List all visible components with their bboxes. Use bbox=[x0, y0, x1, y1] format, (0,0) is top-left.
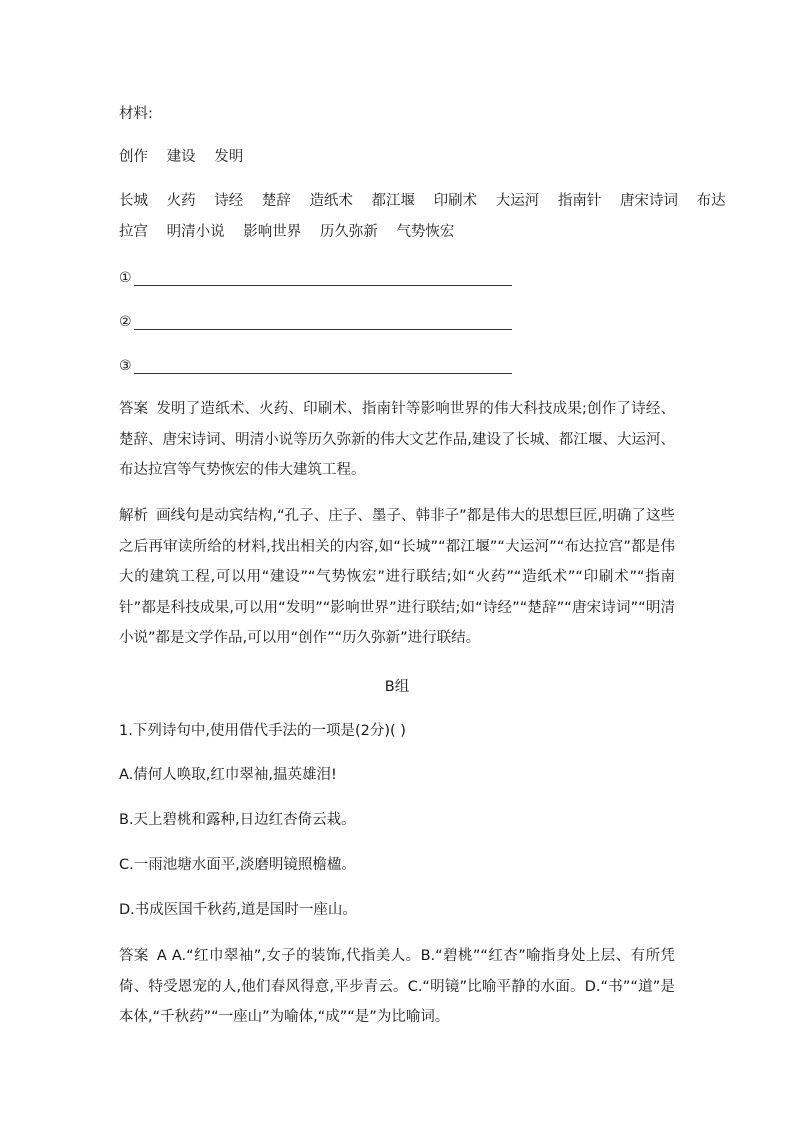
blank-number: ③ bbox=[119, 358, 132, 374]
blank-underline bbox=[134, 311, 512, 330]
option-a: A.倩何人唤取,红巾翠袖,揾英雄泪! bbox=[119, 767, 337, 783]
option-b: B.天上碧桃和露种,日边红杏倚云栽。 bbox=[119, 812, 356, 828]
material-word: 唐宋诗词 bbox=[619, 193, 678, 209]
answer-text: 发明了造纸术、火药、印刷术、指南针等影响世界的伟大科技成果;创作了诗经、楚辞、唐宋诗词、明清小说等历久弥新的伟大文艺作品,建设了长城、都江堰、大运河、布达拉宫等气势恢宏的伟大建筑工程。 bbox=[119, 401, 675, 478]
answer-blank-1[interactable] bbox=[119, 267, 512, 286]
analysis-label: 解析 bbox=[119, 508, 149, 524]
blank-number: ① bbox=[119, 270, 132, 286]
option-c: C.一雨池塘水面平,淡磨明镜照檐楹。 bbox=[119, 857, 356, 873]
blank-underline bbox=[134, 267, 512, 286]
analysis-text: 画线句是动宾结构,“孔子、庄子、墨子、韩非子”都是伟大的思想巨匠,明确了这些之后再审读所给的材料,找出相关的内容,如“长城”“都江堰”“大运河”“布达拉宫”都是伟大的建筑工程,可以用“建设”“气势恢宏”进行联结;如“火药”“造纸术”“印刷术”“指南针”都是科技成果,可以用“发明”“影响世界”进行联结;如“诗经”“楚辞”“唐宋诗词”“明清小说”都是文学作品,可以用“创作”“历久弥新”进行联结。 bbox=[119, 508, 675, 646]
blank-underline bbox=[134, 355, 512, 374]
analysis-paragraph bbox=[119, 501, 675, 654]
word-list-line2 bbox=[119, 222, 468, 242]
category-list bbox=[119, 147, 257, 167]
material-word: 影响世界 bbox=[243, 224, 302, 240]
option-d: D.书成医国千秋药,道是国时一座山。 bbox=[119, 902, 357, 918]
material-word: 拉宫 bbox=[119, 224, 148, 240]
material-word: 火药 bbox=[166, 193, 196, 209]
answer-paragraph bbox=[119, 394, 675, 486]
question-stem: 1.下列诗句中,使用借代手法的一项是(2分)( ) bbox=[119, 723, 406, 739]
material-word: 大运河 bbox=[495, 193, 540, 209]
section-title: B组 bbox=[384, 679, 410, 695]
category-word: 建设 bbox=[166, 149, 196, 165]
answer-label: 答案 bbox=[119, 401, 149, 417]
answer-blank-3[interactable] bbox=[119, 355, 512, 374]
material-word: 诗经 bbox=[214, 193, 244, 209]
material-word: 长城 bbox=[119, 193, 148, 209]
blank-number: ② bbox=[119, 314, 132, 330]
material-word: 印刷术 bbox=[433, 193, 478, 209]
word-list-line1 bbox=[119, 191, 740, 211]
material-word: 布达 bbox=[696, 193, 726, 209]
answer-label: 答案 bbox=[119, 948, 149, 964]
material-word: 楚辞 bbox=[261, 193, 291, 209]
material-word: 明清小说 bbox=[166, 224, 225, 240]
answer-blank-2[interactable] bbox=[119, 311, 512, 330]
answer-paragraph-2 bbox=[119, 941, 675, 1033]
answer-text: A A.“红巾翠袖”,女子的装饰,代指美人。B.“碧桃”“红杏”喻指身处上层、有所凭倚、特受恩宠的人,他们春风得意,平步青云。C.“明镜”比喻平静的水面。D.“书”“道”是本体,“千秋药”“一座山”为喻体,“成”“是”为比喻词。 bbox=[119, 948, 675, 1025]
material-word: 历久弥新 bbox=[319, 224, 378, 240]
category-word: 创作 bbox=[119, 149, 148, 165]
category-word: 发明 bbox=[214, 149, 244, 165]
material-label: 材料: bbox=[119, 106, 153, 122]
material-word: 都江堰 bbox=[371, 193, 416, 209]
material-word: 气势恢宏 bbox=[396, 224, 455, 240]
material-word: 指南针 bbox=[557, 193, 602, 209]
material-word: 造纸术 bbox=[309, 193, 353, 209]
